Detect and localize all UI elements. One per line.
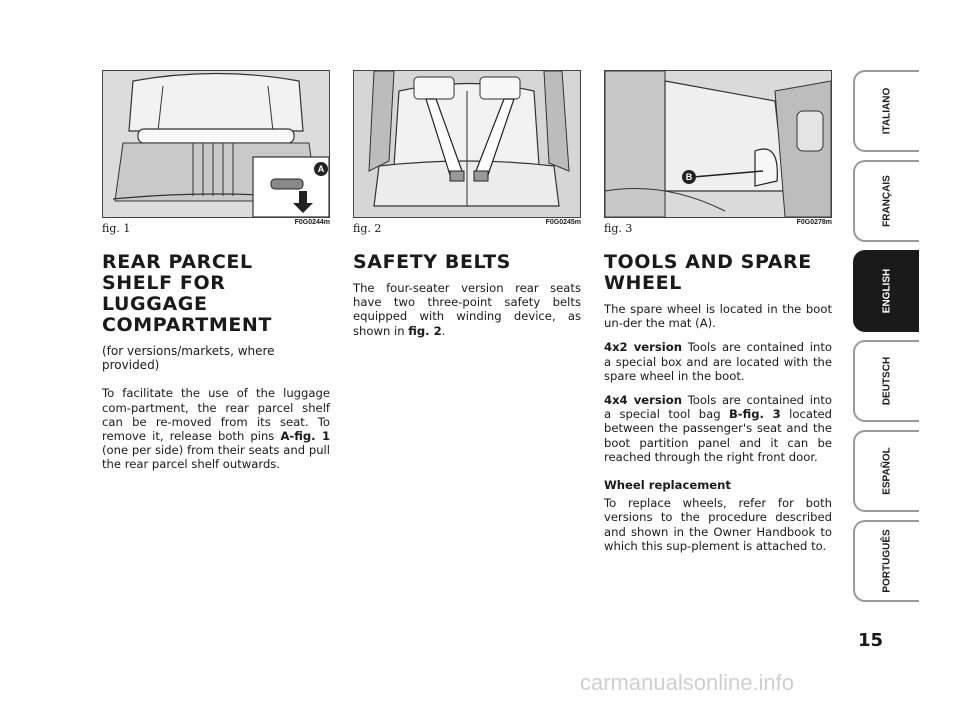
tab-label: ITALIANO: [881, 87, 893, 135]
figure-3-image: [604, 70, 832, 218]
figure-3-label: fig. 3: [604, 222, 633, 235]
tab-label: FRANÇAIS: [881, 175, 893, 227]
paragraph-text: The four-seater version rear seats have two three-point safety belts equipped with winding device, as shown in: [353, 281, 581, 338]
section-tools-spare-wheel: [604, 70, 832, 563]
version-label: 4x2 version: [604, 340, 682, 355]
paragraph-text: (one per side) from their seats and pull the rear parcel shelf outwards.: [102, 443, 330, 472]
figure-1-label: fig. 1: [102, 222, 131, 235]
section-paragraph: [102, 386, 330, 471]
callout-b: B: [685, 172, 693, 182]
section-title: TOOLS AND SPARE WHEEL: [604, 251, 812, 294]
parcel-shelf-illustration: [103, 71, 329, 217]
paragraph-text: located between the passenger's seat and the boot partition panel and it can be reached through the right front door.: [604, 407, 832, 464]
figure-reference: A-fig. 1: [280, 429, 331, 444]
section-title: SAFETY BELTS: [353, 251, 511, 273]
paragraph-text: .: [441, 323, 446, 338]
section-safety-belts: [353, 70, 581, 348]
paragraph-text: Tools are contained into a special box and are located with the spare wheel in the boot.: [604, 340, 832, 383]
sub-paragraph: To replace wheels, refer for both versions to the procedure described and shown in the Owner Handbook to which this sup-plement is attached to.: [604, 496, 832, 553]
safety-belts-illustration: [354, 71, 580, 217]
watermark-text: carmanualsonline.info: [580, 670, 795, 695]
figure-1-caption: [102, 218, 330, 238]
tab-francais[interactable]: [853, 160, 919, 242]
intro-paragraph: The spare wheel is located in the boot un-der the mat (A).: [604, 302, 832, 331]
tab-deutsch[interactable]: [853, 340, 919, 422]
section-paragraph: [353, 281, 581, 338]
page-number: 15: [858, 630, 884, 651]
figure-2-image: [353, 70, 581, 218]
sub-heading: Wheel replacement: [604, 478, 731, 493]
figure-reference: B-fig. 3: [728, 407, 781, 422]
paragraph-text: Tools are contained into a special tool bag: [604, 393, 832, 422]
version-4x4-paragraph: [604, 393, 832, 464]
tab-italiano[interactable]: [853, 70, 919, 152]
version-label: 4x4 version: [604, 393, 682, 408]
language-tabs: [853, 70, 919, 610]
tab-espanol[interactable]: [853, 430, 919, 512]
figure-reference: fig. 2: [408, 323, 442, 338]
figure-1-code: F0G0244m: [294, 219, 330, 226]
figure-1-image: [102, 70, 330, 218]
tab-label: ESPAÑOL: [881, 447, 893, 495]
section-subtitle: (for versions/markets, where provided): [102, 344, 275, 373]
tab-label: ENGLISH: [881, 268, 893, 314]
callout-a: A: [317, 164, 325, 174]
section-title: REAR PARCEL SHELF FOR LUGGAGE COMPARTMENT: [102, 251, 272, 336]
tool-bag-illustration: [605, 71, 831, 217]
tab-portugues[interactable]: [853, 520, 919, 602]
figure-3-code: F0G0278m: [796, 219, 832, 226]
tab-label: DEUTSCH: [881, 356, 893, 406]
figure-2-caption: [353, 218, 581, 238]
section-rear-parcel-shelf: [102, 70, 330, 482]
figure-2-label: fig. 2: [353, 222, 382, 235]
version-4x2-paragraph: [604, 340, 832, 383]
figure-3-caption: [604, 218, 832, 238]
figure-2-code: F0G0245m: [545, 219, 581, 226]
paragraph-text: To facilitate the use of the luggage com-partment, the rear parcel shelf can be re-moved from its seat. To remove it, release both pins: [102, 386, 330, 444]
tab-english[interactable]: [853, 250, 919, 332]
tab-label: PORTUGUÊS: [881, 529, 893, 593]
